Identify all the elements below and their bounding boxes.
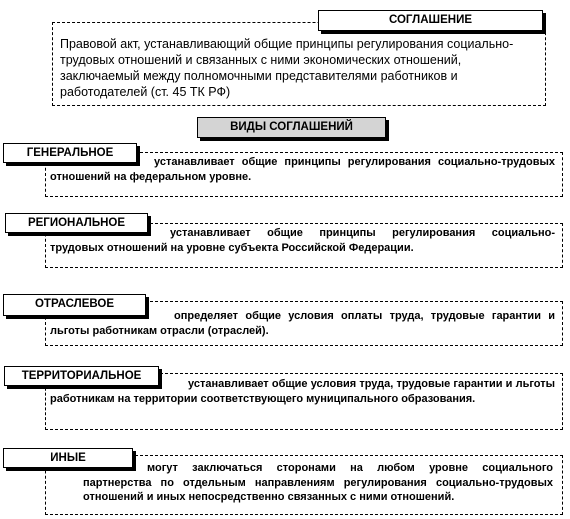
type-territorial-description: устанавливает общие условия труда, трудовые гарантии и льготы работникам на территории соответствующего муниципального образования.	[50, 378, 555, 405]
type-regional-label: РЕГИОНАЛЬНОЕ	[5, 213, 148, 233]
type-other-description: могут заключаться сторонами на любом уровне социального партнерства по отдельным направлениям регулирования социально-трудовых отношений и иных непосредственно связанных с ними отношений.	[83, 462, 553, 503]
agreement-types-title: ВИДЫ СОГЛАШЕНИЙ	[197, 117, 386, 138]
type-industry-label: ОТРАСЛЕВОЕ	[3, 294, 146, 316]
type-general-description: устанавливает общие принципы регулирования социально-трудовых отношений на федеральном уровне.	[50, 156, 555, 183]
type-other-label: ИНЫЕ	[3, 448, 133, 468]
type-territorial-label: ТЕРРИТОРИАЛЬНОЕ	[4, 366, 159, 386]
type-industry-description: определяет общие условия оплаты труда, трудовые гарантии и льготы работникам отрасли (отраслей).	[50, 310, 555, 337]
type-regional-description: устанавливает общие принципы регулирования социально-трудовых отношений на уровне субъекта Российской Федерации.	[50, 227, 555, 254]
agreement-title: СОГЛАШЕНИЕ	[318, 10, 543, 31]
agreement-definition-text: Правовой акт, устанавливающий общие принципы регулирования социально-трудовых отношений и связанных с ними экономических отношений, заключаемый между полномочными представителями работников и работодателей (ст. 45 ТК РФ)	[60, 37, 514, 99]
type-general-label: ГЕНЕРАЛЬНОЕ	[3, 143, 137, 163]
